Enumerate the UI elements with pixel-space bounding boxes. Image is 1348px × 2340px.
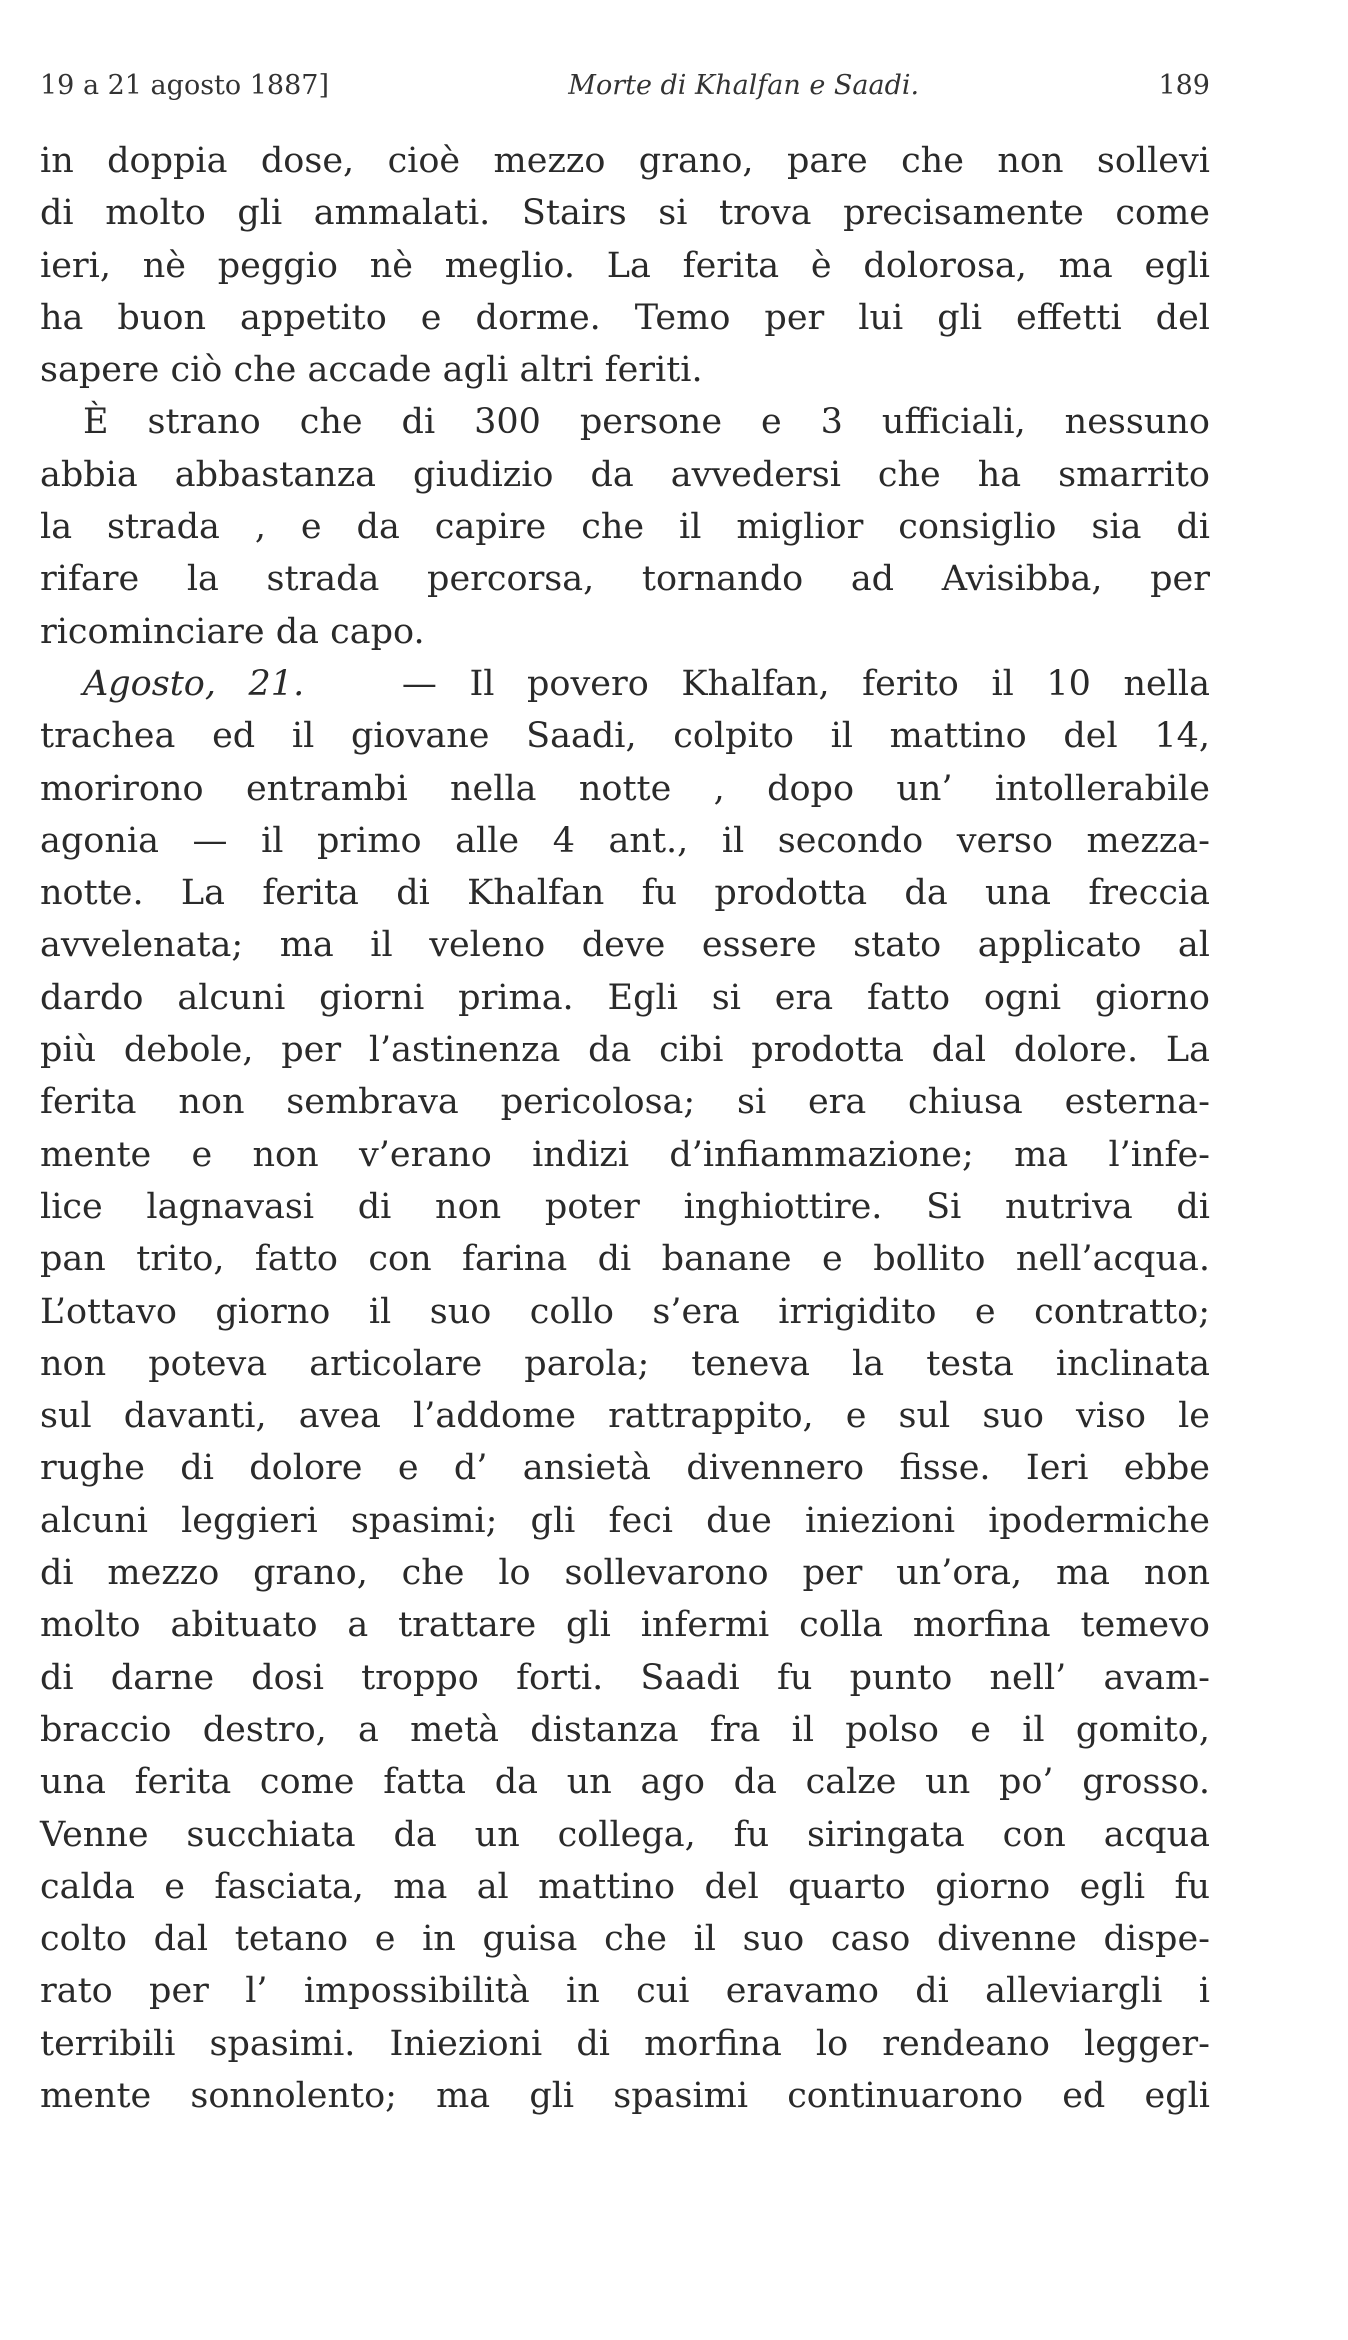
text-line: ieri, nè peggio nè meglio. La ferita è dolorosa, ma egli (40, 245, 1210, 286)
text-line: la strada , e da capire che il miglior consiglio sia di (40, 507, 1210, 548)
text-line: lice lagnavasi di non poter inghiottire. Si nutriva di (40, 1186, 1210, 1227)
text-line: È strano che di 300 persone e 3 ufficiali, nessuno (83, 402, 1210, 443)
text-line: ha buon appetito e dorme. Temo per lui gli effetti del (40, 297, 1210, 338)
text-line: morirono entrambi nella notte , dopo un’ intollerabile (40, 768, 1210, 809)
header-date: 19 a 21 agosto 1887] (40, 70, 329, 101)
text-line: di darne dosi troppo forti. Saadi fu punto nell’ avam- (40, 1657, 1210, 1698)
text-line: colto dal tetano e in guisa che il suo caso divenne dispe- (40, 1919, 1210, 1960)
text-line: più debole, per l’astinenza da cibi prodotta dal dolore. La (40, 1030, 1210, 1071)
text-line: notte. La ferita di Khalfan fu prodotta da una freccia (40, 873, 1210, 914)
text-line: ricominciare da capo. (40, 611, 425, 652)
text-line: trachea ed il giovane Saadi, colpito il mattino del 14, (40, 716, 1210, 757)
text-line: sapere ciò che accade agli altri feriti. (40, 350, 703, 391)
text-line: di molto gli ammalati. Stairs si trova precisamente come (40, 193, 1210, 234)
text-line: terribili spasimi. Iniezioni di morfina lo rendeano legger- (40, 2023, 1210, 2064)
text-line: pan trito, fatto con farina di banane e bollito nell’acqua. (40, 1239, 1210, 1280)
text-line: ferita non sembrava pericolosa; si era chiusa esterna- (40, 1082, 1210, 1123)
text-line: abbia abbastanza giudizio da avvedersi che ha smarrito (40, 454, 1210, 495)
text-line: in doppia dose, cioè mezzo grano, pare che non sollevi (40, 141, 1210, 181)
text-line-dated (40, 658, 1210, 710)
text-line: molto abituato a trattare gli infermi colla morfina temevo (40, 1605, 1210, 1646)
text-line: una ferita come fatta da un ago da calze un po’ grosso. (40, 1762, 1210, 1803)
text-line: calda e fasciata, ma al mattino del quarto giorno egli fu (40, 1866, 1210, 1907)
text-line: non poteva articolare parola; teneva la testa inclinata (40, 1343, 1210, 1384)
text-line: avvelenata; ma il veleno deve essere stato applicato al (40, 925, 1210, 966)
text-line: sul davanti, avea l’addome rattrappito, e sul suo viso le (40, 1396, 1210, 1437)
text-line: L’ottavo giorno il suo collo s’era irrigidito e contratto; (40, 1291, 1210, 1332)
page-number: 189 (1158, 70, 1210, 101)
text-line: rifare la strada percorsa, tornando ad Avisibba, per (40, 559, 1210, 600)
running-header (40, 70, 1210, 101)
text-line: alcuni leggieri spasimi; gli feci due iniezioni ipodermiche (40, 1500, 1210, 1541)
text-line: braccio destro, a metà distanza fra il polso e il gomito, (40, 1709, 1210, 1750)
text-line: di mezzo grano, che lo sollevarono per un’ora, ma non (40, 1553, 1210, 1594)
text-line: rughe di dolore e d’ ansietà divennero fisse. Ieri ebbe (40, 1448, 1210, 1489)
text-line: rato per l’ impossibilità in cui eravamo di alleviargli i (40, 1971, 1210, 2012)
text-line: mente e non v’erano indizi d’infiammazione; ma l’infe- (40, 1134, 1210, 1175)
text-line: Venne succhiata da un collega, fu siringata con acqua (40, 1814, 1210, 1855)
text-line: agonia — il primo alle 4 ant., il secondo verso mezza- (40, 820, 1210, 861)
text-line: mente sonnolento; ma gli spasimi continuarono ed egli (40, 2075, 1210, 2116)
header-title: Morte di Khalfan e Saadi. (568, 70, 920, 101)
entry-first-line: — Il povero Khalfan, ferito il 10 nella (401, 663, 1210, 704)
entry-date-label: Agosto, 21. (83, 663, 305, 704)
body-text (40, 135, 1210, 2122)
text-line: dardo alcuni giorni prima. Egli si era fatto ogni giorno (40, 977, 1210, 1018)
